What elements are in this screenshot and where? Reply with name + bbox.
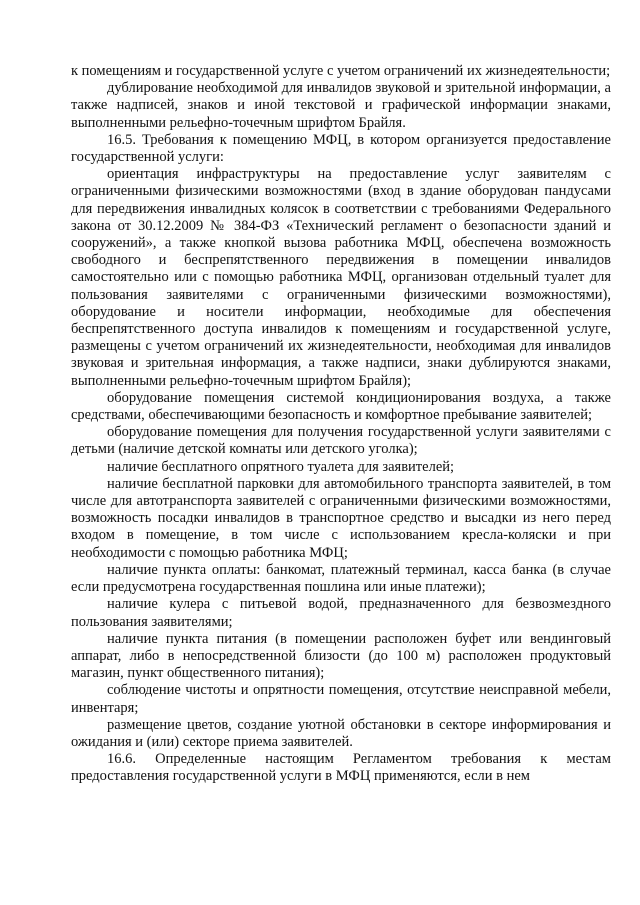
paragraph-children-room: оборудование помещения для получения государственной услуги заявителями с детьми (наличие детской комнаты или детского уголка); [71, 424, 611, 458]
paragraph-payment-point: наличие пункта оплаты: банкомат, платежный терминал, касса банка (в случае если предусмотрена государственная пошлина или иные платежи); [71, 561, 611, 596]
paragraph-flowers: размещение цветов, создание уютной обстановки в секторе информирования и ожидания и (или) секторе приема заявителей. [71, 716, 611, 750]
paragraph-continuation: к помещениям и государственной услуге с учетом ограничений их жизнедеятельности; [71, 63, 611, 79]
paragraph-braille-duplication: дублирование необходимой для инвалидов звуковой и зрительной информации, а также надписей, знаков и иной текстовой и графической информации знаками, выполненными рельефно-точечным шрифтом Брайля. [71, 80, 611, 131]
paragraph-water-cooler: наличие кулера с питьевой водой, предназначенного для безвозмездного пользования заявителями; [71, 596, 611, 630]
paragraph-toilet: наличие бесплатного опрятного туалета для заявителей; [107, 458, 455, 475]
paragraph-food-point: наличие пункта питания (в помещении расположен буфет или вендинговый аппарат, либо в непосредственной близости (до 100 м) расположен продуктовый магазин, пункт общественного питания); [71, 630, 611, 682]
paragraph-section-16-5: 16.5. Требования к помещению МФЦ, в котором организуется предоставление государственной услуги: [71, 131, 611, 166]
paragraph-infrastructure: ориентация инфраструктуры на предоставление услуг заявителям с ограниченными физическими возможностями (вход в здание оборудован пандусами для передвижения инвалидных колясок в соответствии с требованиями Федерального закона от 30.12.2009 № 384-ФЗ «Технический регламент о безопасности зданий и сооружений», а также кнопкой вызова работника МФЦ, обеспечена возможность свободного и беспрепятственного передвижения в помещении инвалидов самостоятельно или с помощью работника МФЦ, организован отдельный туалет для пользования заявителями с ограниченными физическими возможностями), оборудование и носители информации, необходимые для обеспечения беспрепятственного доступа инвалидов к помещениям и государственной услуге, размещены с учетом ограничений их жизнедеятельности, необходимая для инвалидов звуковая и зрительная информация, а также надписи, знаки дублируются знаками, выполненными рельефно-точечным шрифтом Брайля); [71, 166, 611, 389]
document-page [71, 63, 611, 786]
paragraph-air-conditioning: оборудование помещения системой кондиционирования воздуха, а также средствами, обеспечивающими безопасность и комфортное пребывание заявителей; [71, 389, 611, 424]
paragraph-parking: наличие бесплатной парковки для автомобильного транспорта заявителей, в том числе для автотранспорта заявителей с ограниченными физическими возможностями, возможность посадки инвалидов в транспортное средство и высадки из него перед входом в помещение, в том числе с использованием кресла-коляски и при необходимости с помощью работника МФЦ; [71, 475, 611, 561]
paragraph-cleanliness: соблюдение чистоты и опрятности помещения, отсутствие неисправной мебели, инвентаря; [71, 682, 611, 716]
paragraph-section-16-6: 16.6. Определенные настоящим Регламентом требования к местам предоставления государственной услуги в МФЦ применяются, если в нем [71, 751, 611, 785]
